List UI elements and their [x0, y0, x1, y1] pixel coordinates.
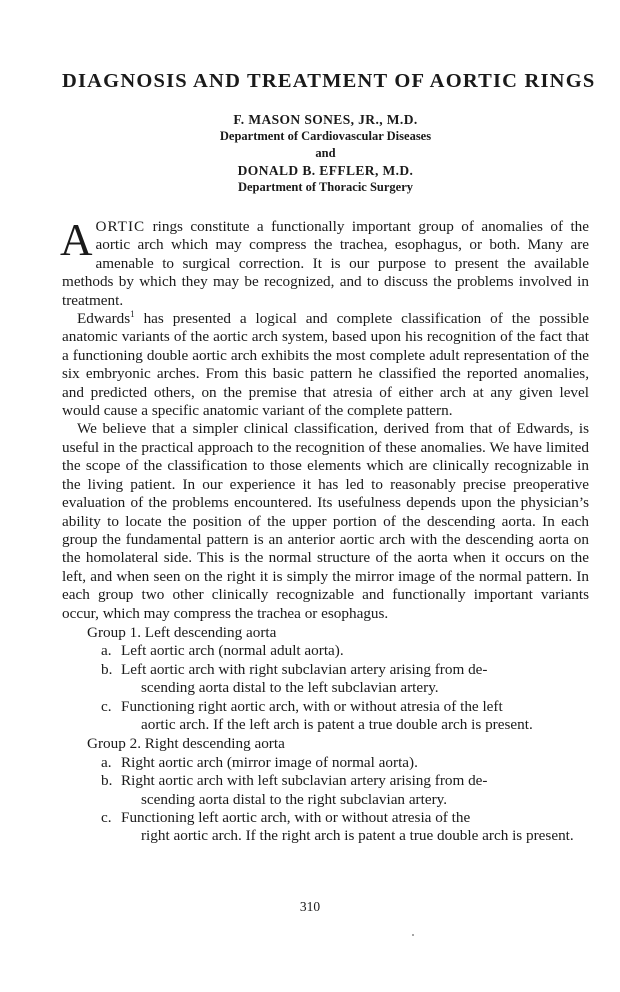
list-item-text	[121, 661, 589, 698]
article-body	[60, 215, 589, 846]
author-name-2: DONALD B. EFFLER, M.D.	[237, 163, 414, 178]
paragraph-1-text: rings constitute a functionally important group of anomalies of the aortic arch which may compress the trachea, esophagus, or both. Many are amenable to surgical correction. It is our purpose to present the available methods by which they may be recognized, and to discuss the problems involved in treatment.	[62, 218, 589, 309]
author-name-1: F. MASON SONES, JR., M.D.	[233, 112, 418, 127]
drop-cap-continuation: ORTIC	[95, 218, 146, 235]
list-item-line: Right aortic arch with left subclavian artery arising from de-	[121, 772, 488, 790]
list-item	[87, 809, 589, 846]
list-item-continuation: scending aorta distal to the left subclavian artery.	[141, 679, 439, 697]
paragraph-1	[60, 215, 589, 310]
reference-marker: 1	[130, 308, 135, 319]
author-dept-1: Department of Cardiovascular Diseases	[219, 129, 432, 143]
list-item-letter: b.	[101, 772, 113, 790]
list-item	[87, 661, 589, 698]
list-item-continuation: scending aorta distal to the right subclavian artery.	[141, 790, 448, 808]
classification-group-1	[87, 624, 589, 734]
list-item-letter: a.	[101, 642, 112, 660]
list-item-line: Functioning left aortic arch, with or without atresia of the	[121, 809, 471, 826]
list-item-letter: b.	[101, 660, 113, 678]
list-item	[87, 642, 589, 660]
paragraph-3: We believe that a simpler clinical classification, derived from that of Edwards, is useful in the practical approach to the recognition of these anomalies. We have limited the scope of the classification to those elements which are clinically recognizable in the living patient. In our experience it has led to reasonably precise preoperative evaluation of the problems encountered. Its usefulness depends upon the physician’s ability to locate the position of the upper portion of the descending aorta. In each group the fundamental pattern is an anterior aortic arch with the descending aorta on the homolateral side. This is the normal structure of the aorta when it occurs on the left, and when seen on the right it is simply the mirror image of the normal pattern. In each group two other clinically recognizable and functionally important variants occur, which may compress the trachea or esophagus.	[62, 420, 589, 622]
drop-cap: A	[60, 215, 93, 265]
article-page	[60, 70, 596, 846]
list-item-continuation: right aortic arch. If the right arch is patent a true double arch is present.	[141, 827, 574, 845]
list-item-letter: c.	[101, 809, 112, 826]
page-number: 310	[299, 899, 321, 914]
list-item	[87, 698, 589, 735]
classification-group-2	[87, 735, 589, 845]
list-item-line: Functioning right aortic arch, with or without atresia of the left	[121, 697, 503, 715]
paragraph-2-text: has presented a logical and complete classification of the possible anatomic variants of the aortic arch system, based upon his recognition of the fact that a functioning double aortic arch exhibits the most complete adult representation of the six embryonic arches. From this basic pattern he classified the reported anomalies, and predicted others, on the premise that atresia of either arch at any given level would cause a specific anatomic variant of the complete pattern.	[62, 310, 589, 420]
list-item-text	[121, 698, 589, 735]
list-item-text: Left aortic arch (normal adult aorta).	[121, 642, 344, 660]
list-item-text: Right aortic arch (mirror image of normal aorta).	[121, 753, 418, 771]
list-item-continuation: aortic arch. If the left arch is patent a true double arch is present.	[141, 715, 533, 733]
list-item-text	[121, 772, 589, 809]
list-item-letter: c.	[101, 697, 112, 715]
list-item	[87, 754, 589, 772]
paragraph-2	[62, 310, 589, 420]
author-dept-2: Department of Thoracic Surgery	[237, 180, 414, 194]
paragraph-2-lead: Edwards	[77, 310, 131, 328]
author-conjunction: and	[315, 146, 336, 160]
list-item-text	[121, 809, 589, 846]
group-heading: Group 1. Left descending aorta	[87, 623, 277, 641]
print-speck	[412, 934, 414, 936]
list-item-line: Left aortic arch with right subclavian artery arising from de-	[121, 660, 488, 678]
list-item	[87, 772, 589, 809]
list-item-letter: a.	[101, 753, 112, 771]
article-title: DIAGNOSIS AND TREATMENT OF AORTIC RINGS	[62, 70, 596, 92]
group-heading: Group 2. Right descending aorta	[87, 735, 285, 753]
byline	[62, 111, 589, 196]
